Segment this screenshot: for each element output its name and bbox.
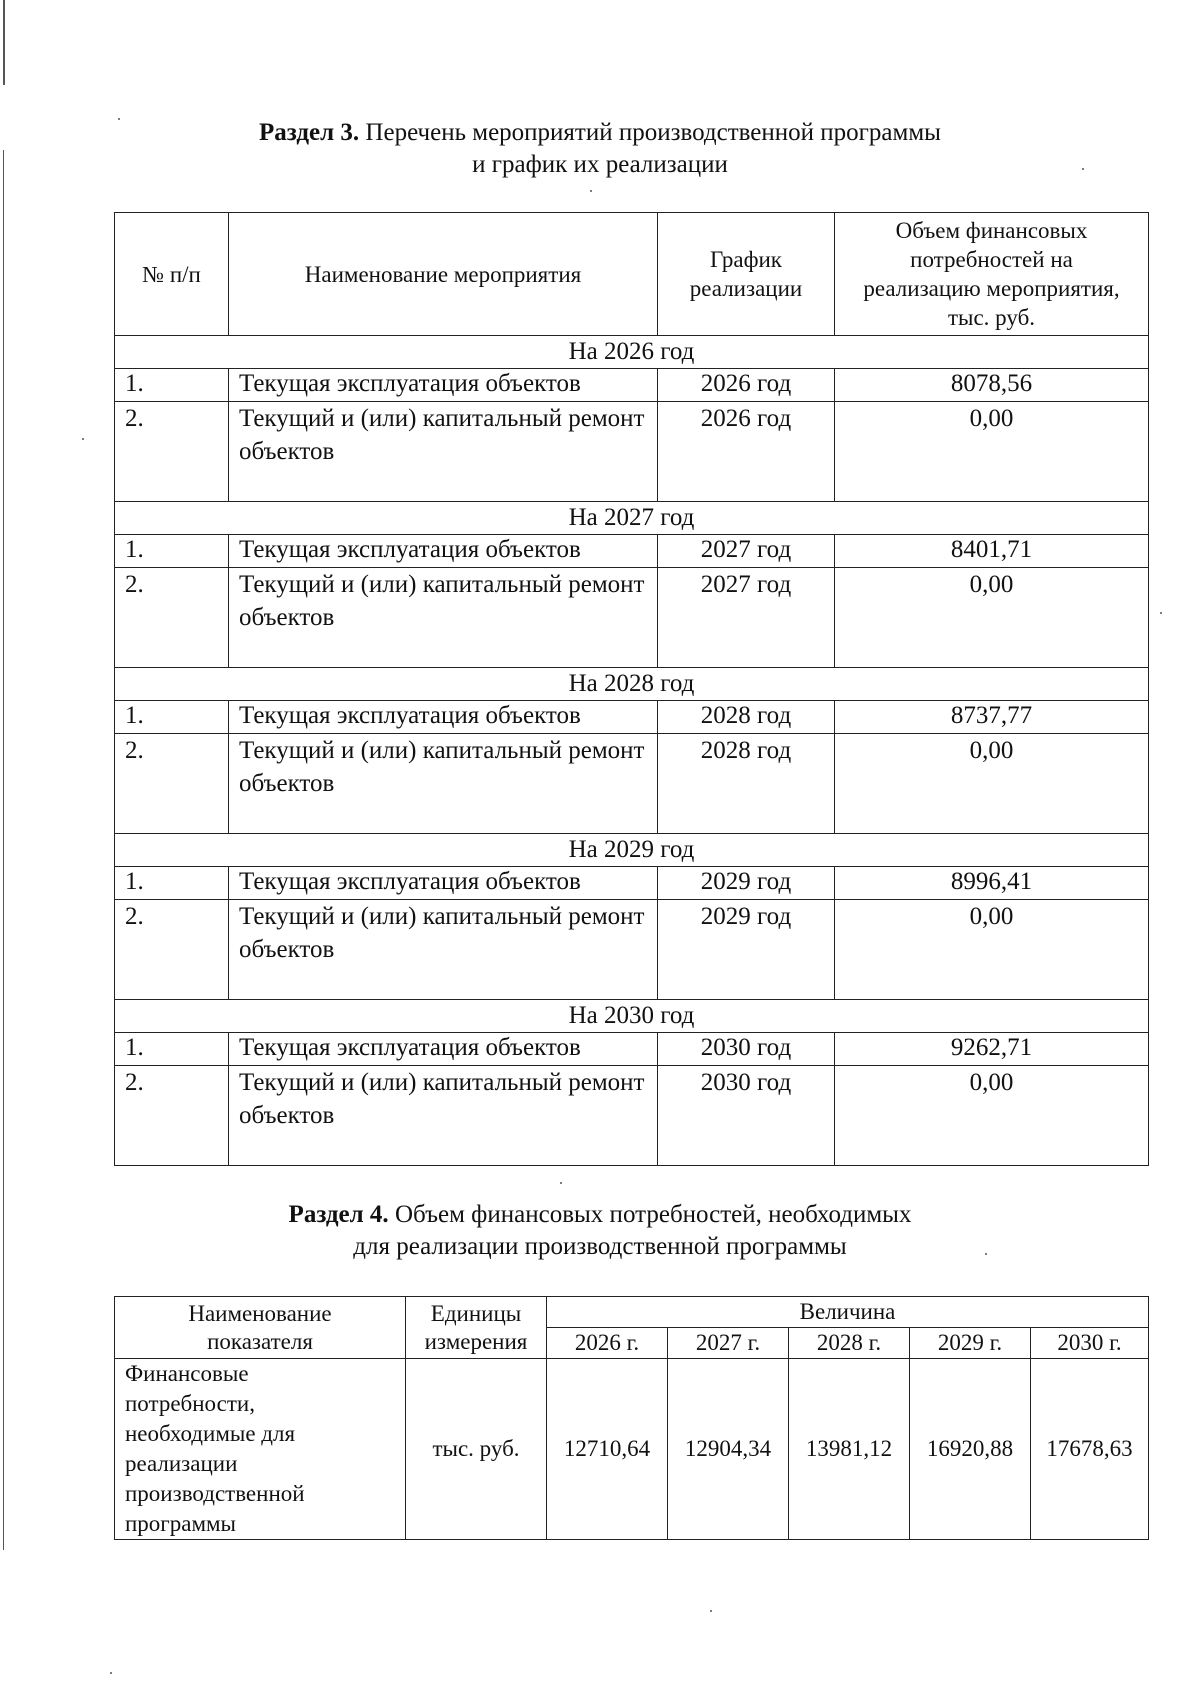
section4-title xyxy=(0,1199,1200,1263)
indicator-cell xyxy=(115,1359,406,1540)
header-indicator-line1: Наименование xyxy=(188,1300,332,1326)
header-schedule-line2: реализации xyxy=(689,276,803,301)
row-value: 0,00 xyxy=(835,1066,1149,1166)
scan-speck xyxy=(1160,612,1162,614)
value-2030: 17678,63 xyxy=(1031,1359,1149,1540)
row-num: 2. xyxy=(115,734,229,834)
row-value: 0,00 xyxy=(835,734,1149,834)
row-name: Текущий и (или) капитальный ремонт объектов xyxy=(229,568,658,668)
row-schedule: 2027 год xyxy=(658,535,835,568)
header-unit-line2: измерения xyxy=(424,1328,528,1354)
financial-needs-table xyxy=(114,1296,1149,1540)
scan-speck xyxy=(590,190,592,192)
indicator-line: необходимые для xyxy=(125,1421,296,1446)
value-2028: 13981,12 xyxy=(789,1359,910,1540)
value-2029: 16920,88 xyxy=(910,1359,1031,1540)
table-row xyxy=(115,900,1149,1000)
row-schedule: 2030 год xyxy=(658,1033,835,1066)
row-num: 1. xyxy=(115,369,229,402)
row-name: Текущий и (или) капитальный ремонт объектов xyxy=(229,734,658,834)
year-row-2026 xyxy=(115,336,1149,369)
scan-speck xyxy=(710,1610,712,1612)
header-year-2027: 2027 г. xyxy=(668,1328,789,1359)
year-label: На 2029 год xyxy=(115,834,1149,867)
scan-speck xyxy=(560,1182,562,1184)
table-row xyxy=(115,701,1149,734)
header-name: Наименование мероприятия xyxy=(229,213,658,336)
row-schedule: 2028 год xyxy=(658,701,835,734)
row-value: 8996,41 xyxy=(835,867,1149,900)
header-num: № п/п xyxy=(115,213,229,336)
unit-cell: тыс. руб. xyxy=(406,1359,547,1540)
header-volume-line3: реализацию мероприятия, xyxy=(863,276,1120,301)
table-row xyxy=(115,734,1149,834)
row-value: 8078,56 xyxy=(835,369,1149,402)
header-year-2030: 2030 г. xyxy=(1031,1328,1149,1359)
activities-header-row xyxy=(115,213,1149,336)
scan-speck xyxy=(82,438,84,440)
header-indicator-line2: показателя xyxy=(207,1328,313,1354)
section3-title-rest: Перечень мероприятий производственной программы xyxy=(365,119,941,146)
header-unit-line1: Единицы xyxy=(430,1300,522,1326)
row-value: 8401,71 xyxy=(835,535,1149,568)
header-value: Величина xyxy=(547,1297,1149,1328)
row-num: 1. xyxy=(115,867,229,900)
scan-speck xyxy=(110,1672,112,1674)
row-num: 1. xyxy=(115,701,229,734)
year-row-2028 xyxy=(115,668,1149,701)
table-row xyxy=(115,1066,1149,1166)
indicator-line: Финансовые xyxy=(125,1361,249,1386)
row-value: 8737,77 xyxy=(835,701,1149,734)
row-value: 0,00 xyxy=(835,900,1149,1000)
table-row xyxy=(115,568,1149,668)
row-schedule: 2028 год xyxy=(658,734,835,834)
year-row-2030 xyxy=(115,1000,1149,1033)
row-schedule: 2026 год xyxy=(658,402,835,502)
indicator-line: потребности, xyxy=(125,1391,255,1416)
header-year-2026: 2026 г. xyxy=(547,1328,668,1359)
header-indicator xyxy=(115,1297,406,1359)
section4-title-line2: для реализации производственной программы xyxy=(353,1233,847,1260)
financial-header-row xyxy=(115,1297,1149,1328)
row-schedule: 2029 год xyxy=(658,900,835,1000)
indicator-line: производственной xyxy=(125,1481,305,1506)
section4-title-bold: Раздел 4. xyxy=(288,1201,389,1228)
scan-edge-mark xyxy=(3,150,4,1550)
year-row-2029 xyxy=(115,834,1149,867)
header-volume xyxy=(835,213,1149,336)
header-schedule-line1: График xyxy=(710,247,782,272)
row-value: 9262,71 xyxy=(835,1033,1149,1066)
header-schedule xyxy=(658,213,835,336)
table-row xyxy=(115,1033,1149,1066)
header-volume-line4: тыс. руб. xyxy=(947,305,1036,330)
row-num: 1. xyxy=(115,535,229,568)
year-label: На 2030 год xyxy=(115,1000,1149,1033)
row-num: 2. xyxy=(115,900,229,1000)
header-volume-line1: Объем финансовых xyxy=(895,218,1088,243)
row-schedule: 2030 год xyxy=(658,1066,835,1166)
header-year-2029: 2029 г. xyxy=(910,1328,1031,1359)
row-schedule: 2029 год xyxy=(658,867,835,900)
row-num: 2. xyxy=(115,568,229,668)
section3-title-bold: Раздел 3. xyxy=(259,119,360,146)
row-num: 1. xyxy=(115,1033,229,1066)
table-row xyxy=(115,369,1149,402)
row-num: 2. xyxy=(115,1066,229,1166)
year-label: На 2026 год xyxy=(115,336,1149,369)
row-name: Текущий и (или) капитальный ремонт объектов xyxy=(229,402,658,502)
row-schedule: 2027 год xyxy=(658,568,835,668)
header-unit xyxy=(406,1297,547,1359)
year-label: На 2028 год xyxy=(115,668,1149,701)
row-name: Текущая эксплуатация объектов xyxy=(229,867,658,900)
header-year-2028: 2028 г. xyxy=(789,1328,910,1359)
row-schedule: 2026 год xyxy=(658,369,835,402)
row-name: Текущая эксплуатация объектов xyxy=(229,535,658,568)
table-row xyxy=(115,402,1149,502)
section3-title xyxy=(0,117,1200,181)
value-2026: 12710,64 xyxy=(547,1359,668,1540)
year-label: На 2027 год xyxy=(115,502,1149,535)
indicator-line: реализации xyxy=(125,1451,238,1476)
row-name: Текущая эксплуатация объектов xyxy=(229,701,658,734)
table-row xyxy=(115,867,1149,900)
scan-edge-mark xyxy=(3,0,5,85)
activities-table xyxy=(114,212,1149,1166)
row-num: 2. xyxy=(115,402,229,502)
row-name: Текущий и (или) капитальный ремонт объектов xyxy=(229,1066,658,1166)
row-name: Текущая эксплуатация объектов xyxy=(229,1033,658,1066)
header-volume-line2: потребностей на xyxy=(910,247,1073,272)
row-value: 0,00 xyxy=(835,402,1149,502)
value-2027: 12904,34 xyxy=(668,1359,789,1540)
table-row xyxy=(115,1359,1149,1540)
indicator-line: программы xyxy=(125,1511,237,1536)
year-row-2027 xyxy=(115,502,1149,535)
section4-title-rest: Объем финансовых потребностей, необходимых xyxy=(394,1201,912,1228)
table-row xyxy=(115,535,1149,568)
row-name: Текущий и (или) капитальный ремонт объектов xyxy=(229,900,658,1000)
row-name: Текущая эксплуатация объектов xyxy=(229,369,658,402)
row-value: 0,00 xyxy=(835,568,1149,668)
section3-title-line2: и график их реализации xyxy=(472,151,728,178)
